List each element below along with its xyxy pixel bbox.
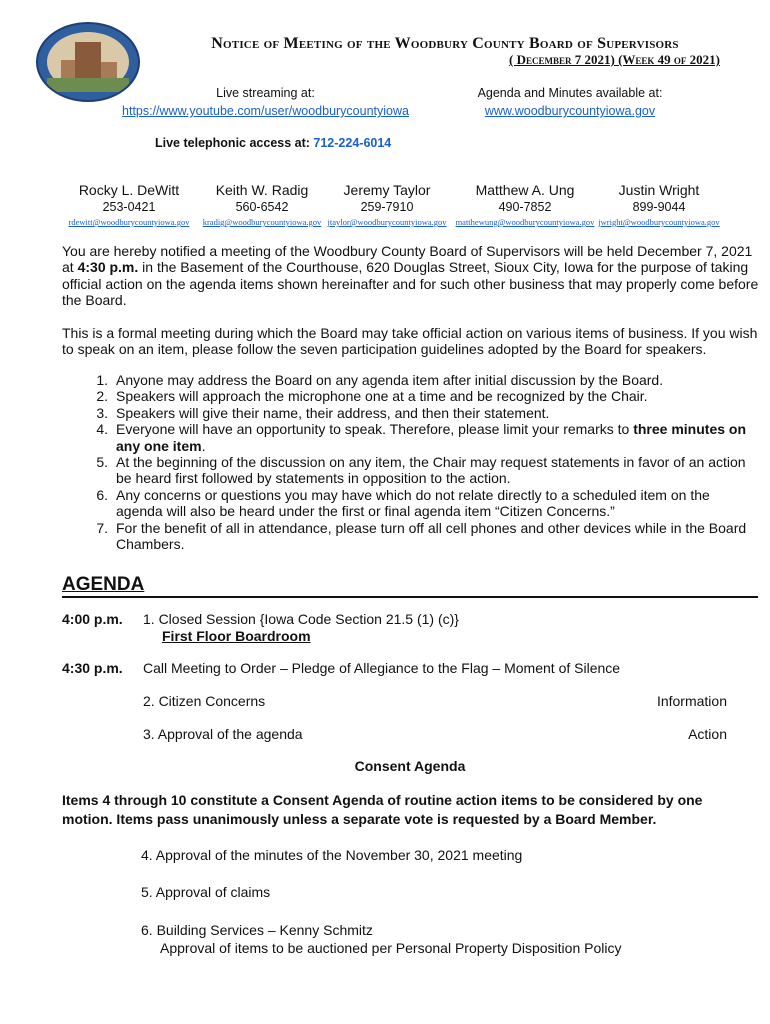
member-ung: [455, 182, 595, 227]
member-name: Justin Wright: [618, 182, 700, 198]
minutes-link[interactable]: www.woodburycountyiowa.gov: [484, 104, 656, 118]
call-to-order: Call Meeting to Order – Pledge of Allegiance to the Flag – Moment of Silence: [143, 660, 621, 676]
agenda-item-3-type: Action: [688, 726, 727, 742]
member-email[interactable]: matthewung@woodburycountyiowa.gov: [455, 217, 595, 227]
member-wright: [594, 182, 724, 227]
agenda-item-3: 3. Approval of the agenda: [143, 726, 303, 742]
consent-agenda-heading: Consent Agenda: [354, 758, 466, 774]
list-item: 2. Speakers will approach the microphone one at a time and be recognized by the Chair.: [96, 388, 648, 405]
page-title: Notice of Meeting of the Woodbury County Board of Supervisors: [211, 35, 679, 52]
member-phone: 490-7852: [498, 200, 552, 214]
streaming-label: Live streaming at:: [216, 86, 315, 100]
list-item: 4. Everyone will have an opportunity to speak. Therefore, please limit your remarks to three minutes on any one item.: [96, 421, 747, 454]
member-phone: 899-9044: [632, 200, 686, 214]
member-phone: 253-0421: [102, 200, 156, 214]
member-name: Rocky L. DeWitt: [78, 182, 180, 198]
list-item: 6. Any concerns or questions you may have which do not relate directly to a scheduled item on the agenda will also be heard under the first or final agenda item “Citizen Concerns.”: [96, 486, 710, 520]
minutes-label: Agenda and Minutes available at:: [477, 86, 663, 100]
member-name: Keith W. Radig: [215, 182, 309, 198]
telephone-label: Live telephonic access at: [155, 136, 306, 150]
agenda-item-6-detail: Approval of items to be auctioned per Personal Property Disposition Policy: [160, 940, 622, 956]
list-item: 1. Anyone may address the Board on any agenda item after initial discussion by the Board.: [96, 372, 664, 388]
telephone-number[interactable]: 712-224-6014: [313, 136, 392, 150]
member-name: Matthew A. Ung: [475, 182, 575, 198]
agenda-item-2-type: Information: [656, 693, 727, 709]
agenda-item-1-location: First Floor Boardroom: [162, 628, 311, 644]
streaming-block: [118, 86, 413, 118]
agenda-item-4: 4. Approval of the minutes of the November 30, 2021 meeting: [141, 847, 523, 863]
agenda-item-6: 6. Building Services – Kenny Schmitz: [141, 922, 373, 938]
member-name: Jeremy Taylor: [343, 182, 431, 198]
consent-agenda-description: Items 4 through 10 constitute a Consent Agenda of routine action items to be considered by one motion. Items pass unanimously unless a separate vote is requested by a Board Member.: [62, 792, 703, 827]
time-label: 4:00 p.m.: [62, 611, 123, 627]
list-item: 3. Speakers will give their name, their address, and then their statement.: [96, 404, 550, 421]
list-item: 5. At the beginning of the discussion on any item, the Chair may request statements in favor of an action be heard first followed by statements in opposition to the action.: [96, 454, 746, 487]
member-phone: 560-6542: [235, 200, 289, 214]
member-email[interactable]: rdewitt@woodburycountyiowa.gov: [68, 217, 190, 227]
member-email[interactable]: kradig@woodburycountyiowa.gov: [202, 217, 322, 227]
member-phone: 259-7910: [360, 200, 414, 214]
list-item: 7. For the benefit of all in attendance, please turn off all cell phones and other devices while in the Board Chambers.: [96, 519, 747, 553]
guidelines-list: [62, 372, 760, 552]
agenda-divider: [62, 596, 758, 598]
notice-paragraph-1: You are hereby notified a meeting of the Woodbury County Board of Supervisors will be held December 7, 2021 at 4:30 p.m. in the Basement of the Courthouse, 620 Douglas Street, Sioux City, Iowa for the purpose of taking official action on the agenda items shown hereinafter and for such other business that may properly come before the Board.: [62, 243, 759, 309]
telephone-access: Live telephonic access at: 712-224-6014: [155, 136, 392, 150]
agenda-item-1: 1. Closed Session {Iowa Code Section 21.5 (1) (c)}: [143, 611, 459, 627]
meeting-time: 4:30 p.m.: [77, 259, 139, 276]
member-email[interactable]: jwright@woodburycountyiowa.gov: [598, 217, 720, 227]
agenda-item-5: 5. Approval of claims: [141, 884, 271, 900]
member-dewitt: [59, 182, 199, 227]
meeting-date: ( December 7 2021) (Week 49 of 2021): [509, 52, 720, 67]
member-radig: [192, 182, 332, 227]
agenda-heading: AGENDA: [62, 574, 145, 595]
time-label: 4:30 p.m.: [62, 660, 123, 676]
minutes-block: [470, 86, 670, 118]
streaming-link[interactable]: https://www.youtube.com/user/woodburycountyiowa: [122, 104, 409, 118]
agenda-item-2: 2. Citizen Concerns: [143, 693, 266, 709]
notice-paragraph-2: This is a formal meeting during which the Board may take official action on various items of business. If you wish to speak on an item, please follow the seven participation guidelines adopted by the Board for speakers.: [62, 325, 758, 358]
member-taylor: [317, 182, 457, 227]
member-email[interactable]: jtaylor@woodburycountyiowa.gov: [327, 217, 447, 227]
